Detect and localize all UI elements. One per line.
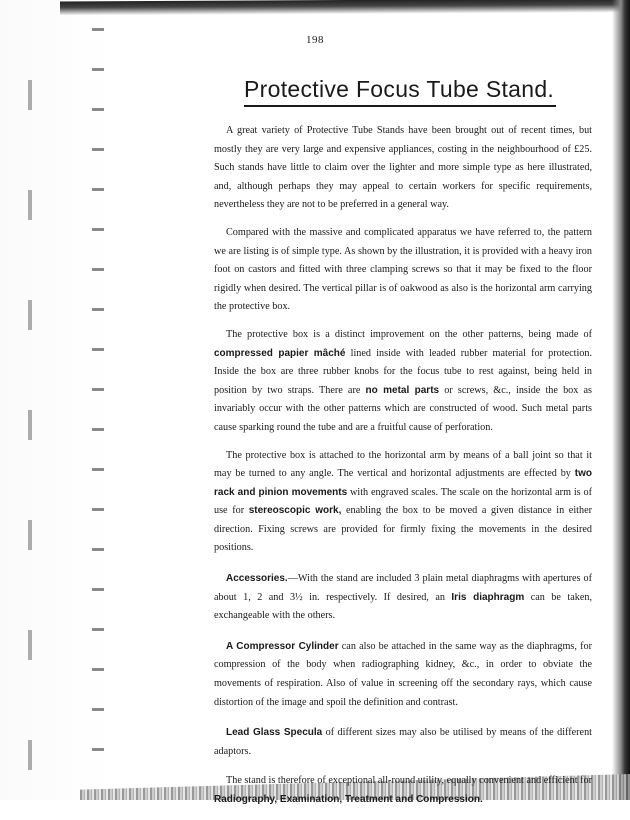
bold-term: no metal parts [365, 384, 440, 396]
paragraph-compressor-cylinder [214, 638, 592, 712]
text-span: The stand is therefore of exceptional all-round utility, equally convenient and efficient for [226, 775, 592, 787]
text-span: with engraved scales. The scale on the horizontal arm is of use for [214, 486, 592, 517]
title-underline [244, 105, 556, 107]
bold-term: stereoscopic work, [248, 505, 342, 517]
bold-term: Iris diaphragm [451, 591, 525, 603]
text-span: or screws, &c., inside the box as invariably occur with the other patterns which are constructed of wood. Such metal parts cause sparking round the tube and are a fruitful cause of perforation. [214, 384, 592, 433]
paragraph-ball-joint [214, 447, 592, 559]
page-title: Protective Focus Tube Stand. [244, 76, 555, 102]
paragraph-conclusion [214, 772, 592, 809]
text-span: The protective box is a distinct improvement on the other patterns, being made of [226, 328, 592, 340]
text-span: The protective box is attached to the horizontal arm by means of a ball joint so that it may be turned to any angle. The vertical and horizontal adjustments are effected by [214, 449, 592, 480]
binding-marks [92, 10, 104, 770]
page-right-edge-shadow [612, 0, 630, 800]
body-text [214, 122, 592, 820]
paragraph-simple-type: Compared with the massive and complicated apparatus we have referred to, the pattern we are listing is of simple type. As shown by the illustration, it is provided with a heavy iron foot on castors and fitted with three clamping screws so that it may be fixed to the floor rigidly when desired. The vertical pillar is of oakwood as also is the horizontal arm carrying the protective box. [214, 226, 592, 313]
text-span: of different sizes may also be utilised by means of the different adaptors. [214, 727, 592, 757]
page-top-edge-shadow [60, 0, 630, 15]
text-span: —With the stand are included 3 plain metal diaphragms with apertures of about 1, 2 and 3½ in. respectively. If desired, an [214, 573, 592, 603]
left-margin-marks [28, 40, 32, 780]
bold-term: Lead Glass Specula [226, 727, 323, 739]
bold-term: compressed papier mâché [214, 347, 346, 359]
page-number: 198 [306, 34, 324, 46]
paragraph-lead-glass-specula [214, 724, 592, 761]
bold-term: Radiography, Examination, Treatment and Compression. [214, 794, 483, 805]
bold-term: Accessories. [226, 573, 288, 585]
bold-term: two rack and pinion movements [214, 468, 592, 498]
bold-term: A Compressor Cylinder [226, 640, 339, 652]
text-span: lined inside with leaded rubber material for protection. Inside the box are three rubber knobs for the focus tube to rest against, being held in position by two straps. There are [214, 347, 593, 396]
text-span: can also be attached in the same way as the diaphragms, for compression of the body when radiographing kidney, &c., in order to obviate the movements of respiration. Also of value in screening off the secondary rays, which cause distortion of the image and spoil the definition and contrast. [214, 640, 592, 708]
paragraph-intro: A great variety of Protective Tube Stands have been brought out of recent times, but mostly they are very large and expensive appliances, costing in the neighbourhood of £25. Such stands have little to claim over the lighter and more simple type as here illustrated, and, although perhaps they may appeal to certain workers for specific requirements, nevertheless they are not to be preferred in a general way. [214, 125, 592, 211]
text-span: can be taken, exchangeable with the others. [214, 591, 592, 622]
text-span: enabling the box to be moved a given distance in either direction. Fixing screws are provided for firmly fixing the movements in the desired positions. [214, 505, 592, 554]
paragraph-protective-box [214, 326, 592, 438]
paragraph-accessories [214, 570, 592, 626]
